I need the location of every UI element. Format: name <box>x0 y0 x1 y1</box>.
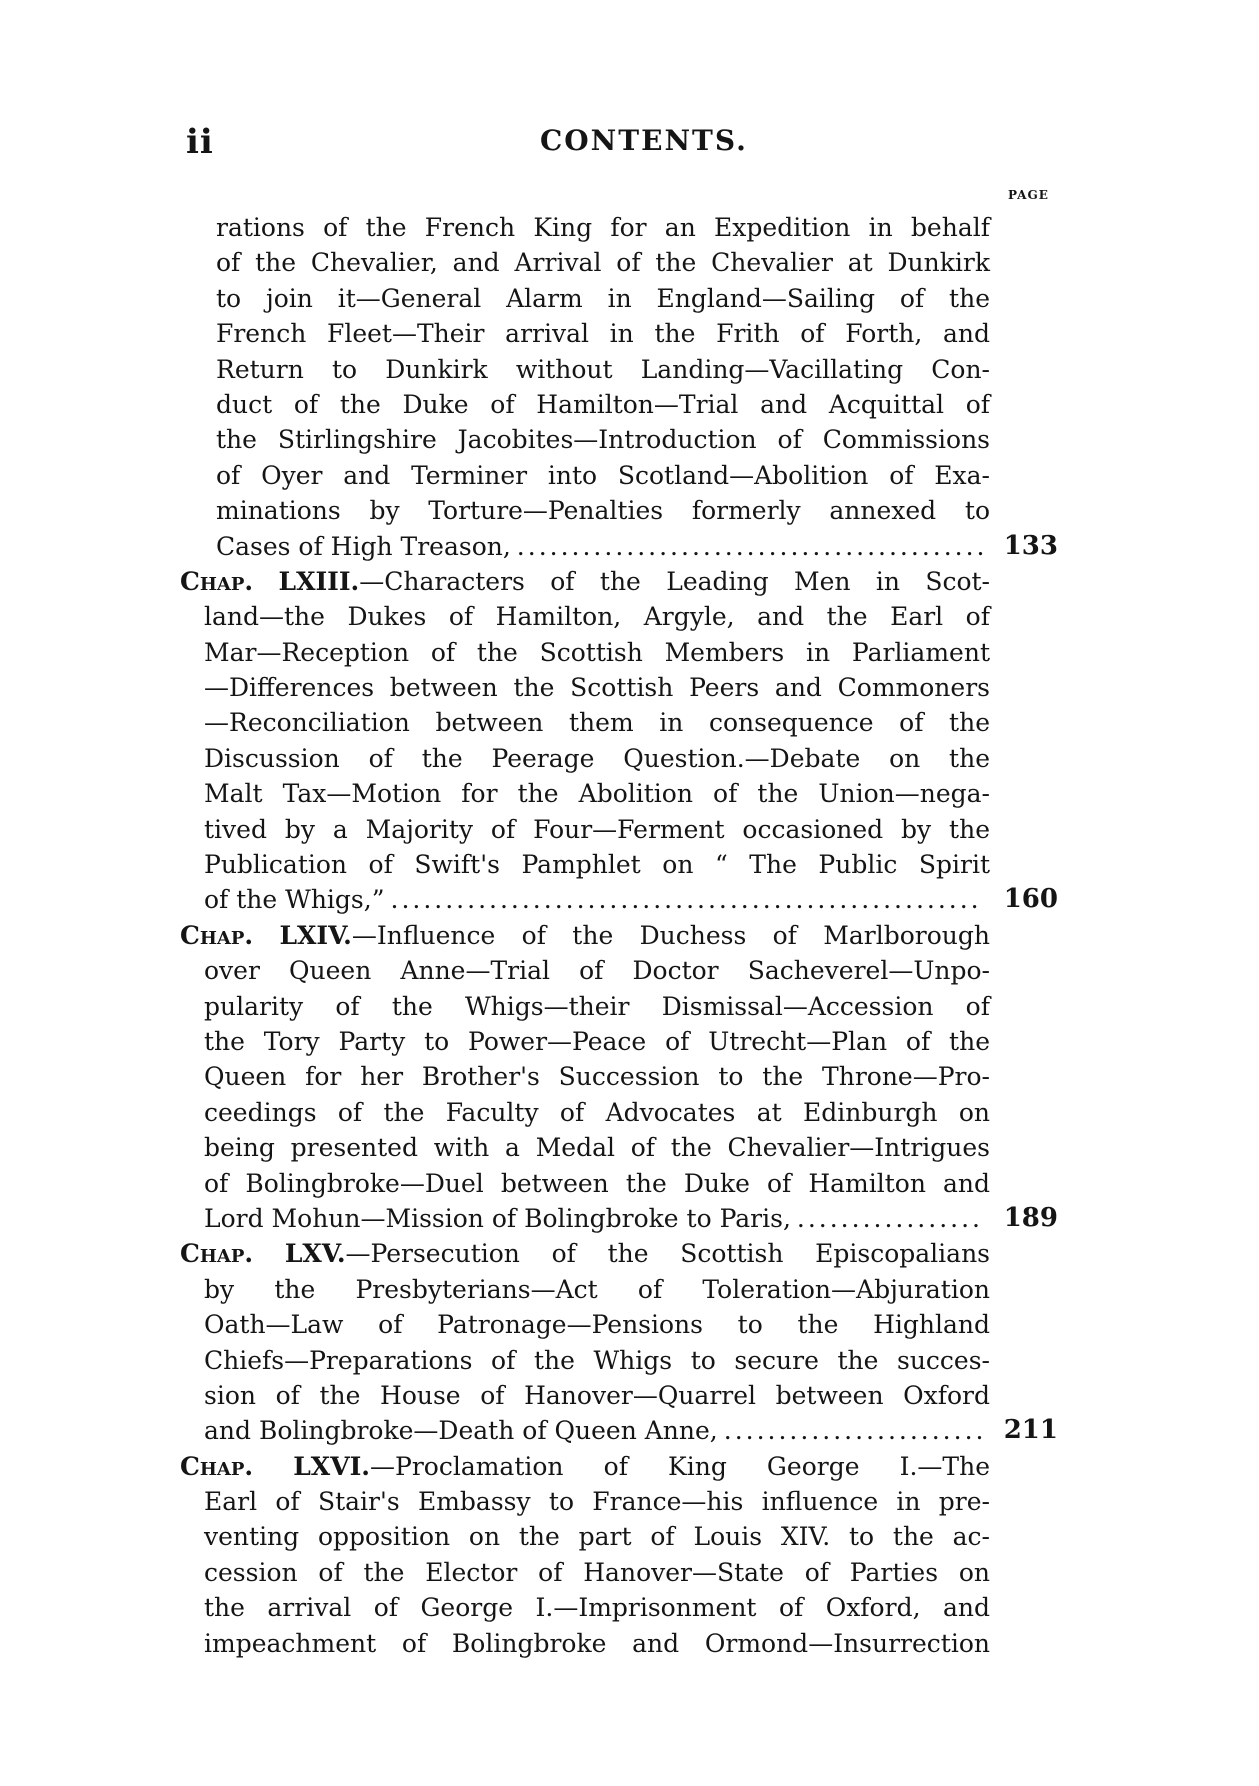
contents-entry <box>180 1449 1080 1661</box>
chapter-heading-line <box>180 1236 990 1271</box>
entry-line: minations by Torture—Penalties formerly annexed to <box>216 496 990 526</box>
entry-line: —Differences between the Scottish Peers and Commoners <box>204 673 990 703</box>
chapter-label: Chap. <box>180 1451 254 1481</box>
contents-entry <box>180 918 1080 1237</box>
chapter-number: LXVI. <box>293 1451 370 1481</box>
chapter-first-line: —Influence of the Duchess of Marlborough <box>351 920 990 950</box>
entry-line: to join it—General Alarm in England—Sailing of the <box>216 283 990 313</box>
contents-entry <box>180 1236 1080 1448</box>
chapter-number: LXIV. <box>279 920 352 950</box>
entry-page-number: 133 <box>1003 530 1058 561</box>
entry-page-number: 189 <box>1003 1202 1058 1233</box>
entry-line: rations of the French King for an Expedition in behalf <box>216 213 990 242</box>
chapter-heading-line <box>180 918 990 953</box>
entry-line: Oath—Law of Patronage—Pensions to the Highland <box>204 1310 990 1340</box>
entry-line: cession of the Elector of Hanover—State of Parties on <box>204 1557 990 1587</box>
entry-line: of the Chevalier, and Arrival of the Chevalier at Dunkirk <box>216 248 990 278</box>
entry-line-text: Lord Mohun—Mission of Bolingbroke to Paris, <box>204 1203 791 1233</box>
entry-line: —Reconciliation between them in consequence of the <box>204 708 990 738</box>
chapter-first-line: —Characters of the Leading Men in Scot- <box>359 566 990 596</box>
page-number: ii <box>186 122 214 162</box>
chapter-first-line: —Proclamation of King George I.—The <box>370 1451 990 1481</box>
entry-line: the Tory Party to Power—Peace of Utrecht—Plan of the <box>204 1026 990 1056</box>
entry-line-text: of the Whigs,” <box>204 885 385 915</box>
leader-dots <box>391 882 985 917</box>
entry-line: ceedings of the Faculty of Advocates at Edinburgh on <box>204 1097 990 1127</box>
entry-line: Chiefs—Preparations of the Whigs to secure the succes- <box>204 1345 990 1375</box>
entry-line: Return to Dunkirk without Landing—Vacillating Con- <box>216 354 990 384</box>
page-column-label: PAGE <box>1008 188 1049 202</box>
entry-line: the Stirlingshire Jacobites—Introduction of Commissions <box>216 425 990 455</box>
contents-entry <box>180 564 1080 918</box>
chapter-heading-line <box>180 1449 990 1484</box>
entry-line: the arrival of George I.—Imprisonment of Oxford, and <box>204 1593 990 1623</box>
entry-line: Queen for her Brother's Succession to the Throne—Pro- <box>204 1062 990 1092</box>
entry-line: impeachment of Bolingbroke and Ormond—Insurrection <box>204 1628 990 1658</box>
entry-line: tived by a Majority of Four—Ferment occasioned by the <box>204 814 990 844</box>
entry-line: being presented with a Medal of the Chevalier—Intrigues <box>204 1133 990 1163</box>
entry-line: Earl of Stair's Embassy to France—his influence in pre- <box>204 1487 990 1517</box>
contents-list <box>180 210 1080 1661</box>
entry-line: duct of the Duke of Hamilton—Trial and Acquittal of <box>216 389 990 419</box>
entry-line: Publication of Swift's Pamphlet on “ The Public Spirit <box>204 850 990 880</box>
leader-dots <box>724 1413 984 1448</box>
chapter-label: Chap. <box>180 566 254 596</box>
entry-line-text: Cases of High Treason, <box>216 531 511 561</box>
leader-dots <box>797 1201 984 1236</box>
entry-line: over Queen Anne—Trial of Doctor Sacheverel—Unpo- <box>204 956 990 986</box>
page-title: CONTENTS. <box>540 124 748 157</box>
entry-last-line <box>180 1201 1058 1236</box>
contents-entry <box>180 210 1080 564</box>
entry-line: pularity of the Whigs—their Dismissal—Accession of <box>204 991 990 1021</box>
entry-line: venting opposition on the part of Louis XIV. to the ac- <box>204 1522 990 1552</box>
chapter-heading-line <box>180 564 990 599</box>
entry-last-line <box>180 529 1058 564</box>
chapter-first-line: —Persecution of the Scottish Episcopalians <box>345 1239 990 1269</box>
entry-line: by the Presbyterians—Act of Toleration—Abjuration <box>204 1274 990 1304</box>
entry-line: land—the Dukes of Hamilton, Argyle, and the Earl of <box>204 602 990 632</box>
chapter-label: Chap. <box>180 1239 254 1269</box>
entry-line: sion of the House of Hanover—Quarrel between Oxford <box>204 1380 990 1410</box>
entry-line: French Fleet—Their arrival in the Frith of Forth, and <box>216 319 990 349</box>
chapter-number: LXIII. <box>278 566 360 596</box>
entry-line: Discussion of the Peerage Question.—Debate on the <box>204 743 990 773</box>
entry-last-line <box>180 882 1058 917</box>
entry-line: Malt Tax—Motion for the Abolition of the Union—nega- <box>204 779 990 809</box>
chapter-number: LXV. <box>284 1239 346 1269</box>
entry-last-line <box>180 1413 1058 1448</box>
entry-page-number: 160 <box>1003 884 1058 915</box>
chapter-label: Chap. <box>180 920 254 950</box>
leader-dots <box>517 529 984 564</box>
entry-line: of Oyer and Terminer into Scotland—Abolition of Exa- <box>216 460 990 490</box>
entry-page-number: 211 <box>1003 1415 1058 1446</box>
entry-line: Mar—Reception of the Scottish Members in Parliament <box>204 637 990 667</box>
entry-line: of Bolingbroke—Duel between the Duke of Hamilton and <box>204 1168 990 1198</box>
entry-line-text: and Bolingbroke—Death of Queen Anne, <box>204 1416 718 1446</box>
